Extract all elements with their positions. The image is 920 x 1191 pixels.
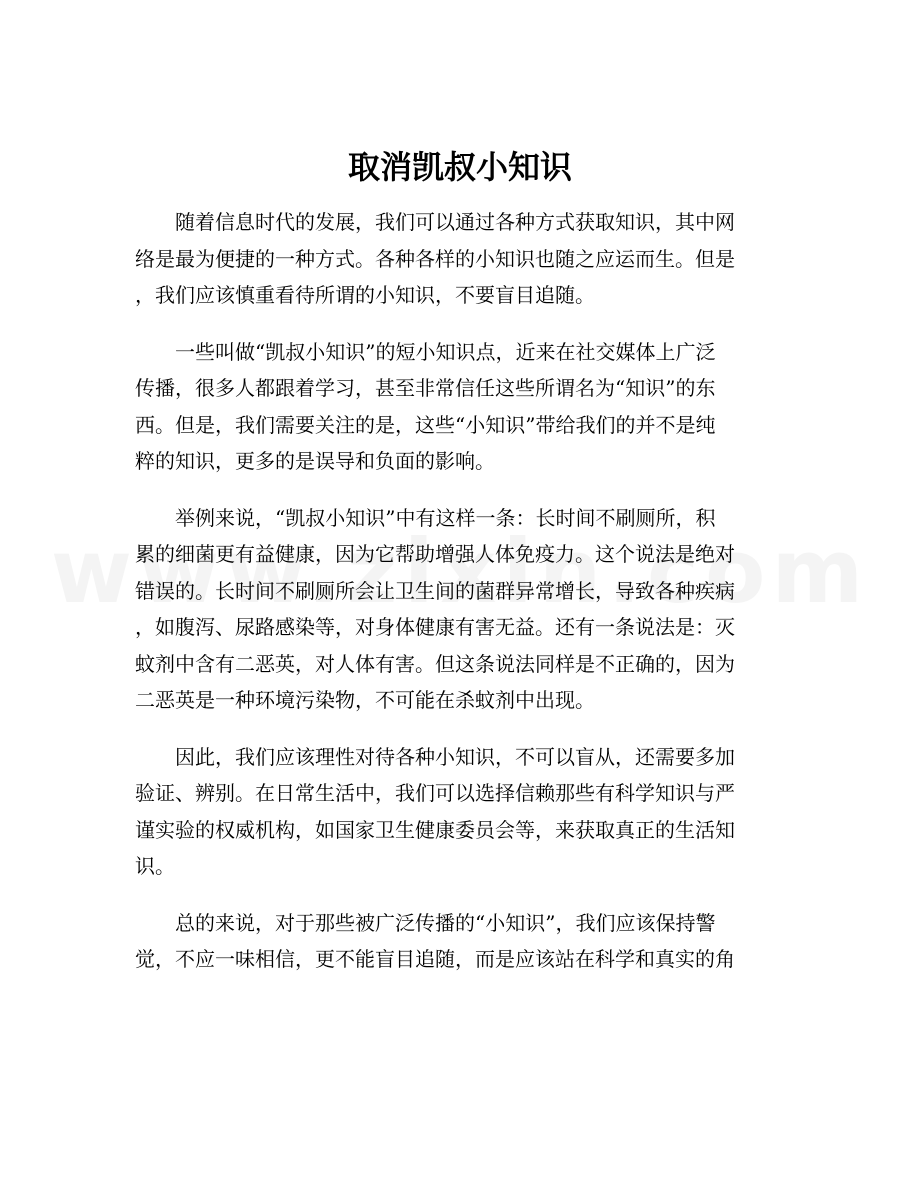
paragraph-5 xyxy=(135,905,775,978)
paragraph-line: 举例来说，“凯叔小知识”中有这样一条：长时间不刷厕所，积 xyxy=(175,505,716,530)
paragraph-line: 粹的知识，更多的是误导和负面的影响。 xyxy=(135,449,495,473)
paragraph-line: 西。但是，我们需要关注的是，这些“小知识”带给我们的并不是纯 xyxy=(135,412,716,437)
paragraph-line: ，如腹泻、尿路感染等，对身体健康有害无益。还有一条说法是：灭 xyxy=(135,615,735,639)
paragraph-line: 一些叫做“凯叔小知识”的短小知识点，近来在社交媒体上广泛 xyxy=(175,339,716,364)
paragraph-2 xyxy=(135,334,775,480)
paragraph-line: 验证、辨别。在日常生活中，我们可以选择信赖那些有科学知识与严 xyxy=(135,781,735,805)
paragraph-line: 累的细菌更有益健康，因为它帮助增强人体免疫力。这个说法是绝对 xyxy=(135,542,735,566)
paragraph-3 xyxy=(135,500,775,719)
paragraph-line: 总的来说，对于那些被广泛传播的“小知识”，我们应该保持警 xyxy=(175,910,716,935)
paragraph-line: 觉，不应一味相信，更不能盲目追随，而是应该站在科学和真实的角 xyxy=(135,947,735,971)
paragraph-line: 因此，我们应该理性对待各种小知识，不可以盲从，还需要多加 xyxy=(175,744,735,769)
paragraph-4 xyxy=(135,739,775,885)
paragraph-line: 传播，很多人都跟着学习，甚至非常信任这些所谓名为“知识”的东 xyxy=(135,376,716,400)
paragraph-1 xyxy=(135,204,775,314)
paragraph-line: 二恶英是一种环境污染物，不可能在杀蚊剂中出现。 xyxy=(135,688,595,712)
paragraph-line: 识。 xyxy=(135,854,175,878)
paragraph-line: 谨实验的权威机构，如国家卫生健康委员会等，来获取真正的生活知 xyxy=(135,817,735,842)
paragraph-line: 错误的。长时间不刷厕所会让卫生间的菌群异常增长，导致各种疾病 xyxy=(135,578,735,603)
paragraph-line: 络是最为便捷的一种方式。各种各样的小知识也随之应运而生。但是 xyxy=(135,246,735,271)
paragraph-line: 蚊剂中含有二恶英，对人体有害。但这条说法同样是不正确的，因为 xyxy=(135,651,735,676)
document-title: 取消凯叔小知识 xyxy=(347,148,572,186)
paragraph-line: ，我们应该慎重看待所谓的小知识，不要盲目追随。 xyxy=(135,283,595,307)
paragraph-line: 随着信息时代的发展，我们可以通过各种方式获取知识，其中网 xyxy=(175,210,735,234)
document-body xyxy=(135,204,775,998)
